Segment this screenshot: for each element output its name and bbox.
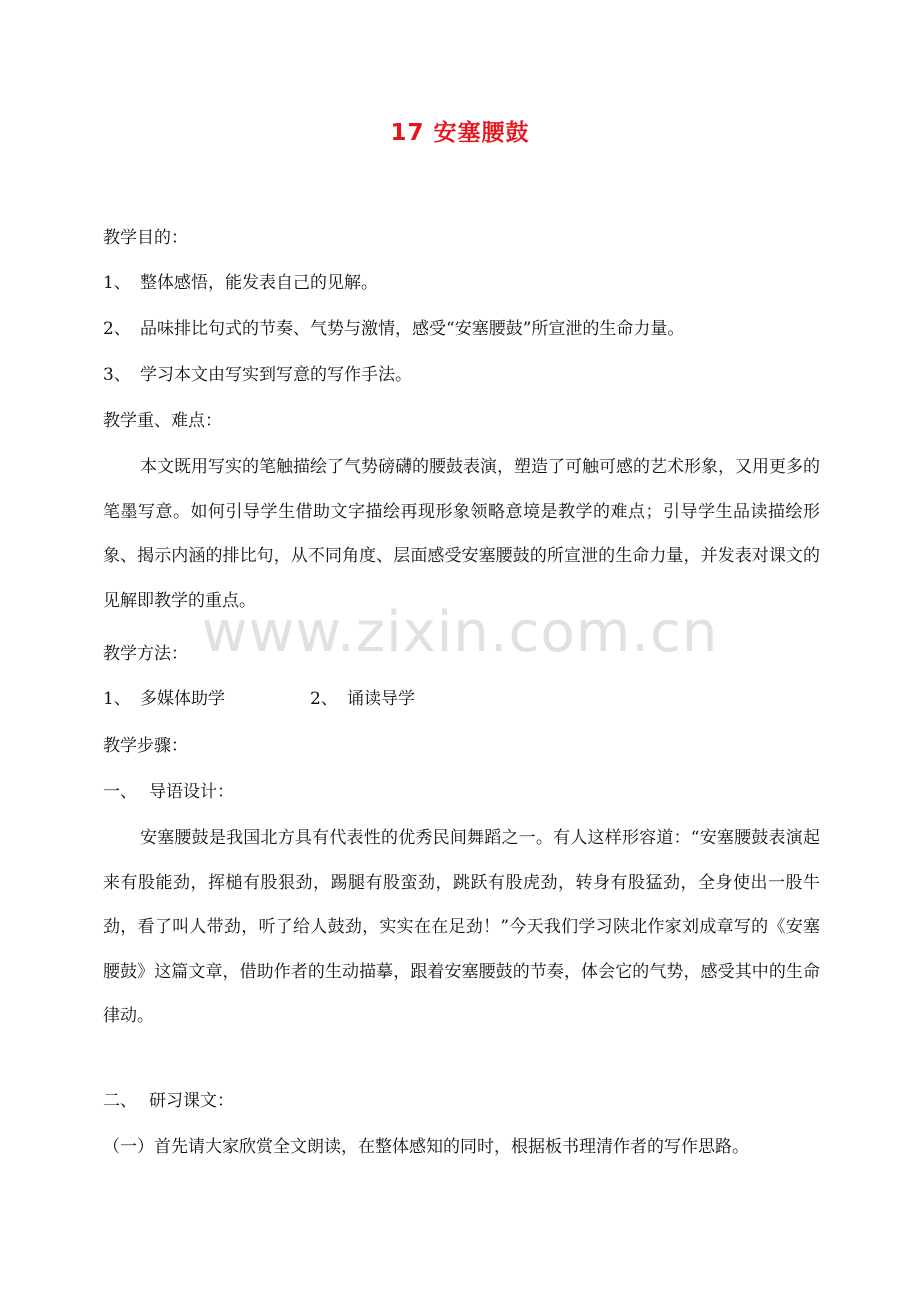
method-text: 多媒体助学 [140, 689, 225, 709]
method-text: 诵读导学 [347, 689, 415, 709]
method-number: 1、 [103, 689, 131, 709]
objectives-heading: 教学目的： [103, 228, 188, 248]
step-heading [103, 1090, 234, 1112]
steps-heading: 教学步骤： [103, 736, 188, 756]
document-title: 17 安塞腰鼓 [390, 120, 530, 146]
objective-item [103, 364, 412, 386]
focus-heading: 教学重、难点： [103, 411, 222, 431]
objective-item [103, 318, 684, 340]
focus-paragraph: 本文既用写实的笔触描绘了气势磅礴的腰鼓表演，塑造了可触可感的艺术形象，又用更多的笔墨写意。如何引导学生借助文字描绘再现形象领略意境是教学的难点；引导学生品读描绘形象、揭示内涵的排比句，从不同角度、层面感受安塞腰鼓的所宣泄的生命力量，并发表对课文的见解即教学的重点。 [103, 457, 820, 611]
methods-heading: 教学方法： [103, 644, 188, 664]
objective-item [103, 272, 378, 294]
step-number: 二、 [103, 1091, 137, 1111]
step-heading [103, 781, 234, 803]
methods-row [103, 688, 415, 710]
step-text: 导语设计： [149, 782, 234, 802]
objective-number: 1、 [103, 273, 131, 293]
intro-paragraph: 安塞腰鼓是我国北方具有代表性的优秀民间舞蹈之一。有人这样形容道：“安塞腰鼓表演起来有股能劲，挥槌有股狠劲，踢腿有股蛮劲，跳跃有股虎劲，转身有股猛劲，全身使出一股牛劲，看了叫人带劲，听了给人鼓劲，实实在在足劲！”今天我们学习陕北作家刘成章写的《安塞腰鼓》这篇文章，借助作者的生动描摹，跟着安塞腰鼓的节奏，体会它的气势，感受其中的生命律动。 [103, 828, 820, 1026]
watermark: www.zixin.com.cn [201, 600, 719, 665]
step-number: 一、 [103, 782, 137, 802]
objective-text: 品味排比句式的节奏、气势与激情，感受“安塞腰鼓”所宣泄的生命力量。 [140, 319, 685, 339]
objective-text: 学习本文由写实到写意的写作手法。 [140, 365, 412, 385]
sub-section-text: （一）首先请大家欣赏全文朗读，在整体感知的同时，根据板书理清作者的写作思路。 [103, 1137, 749, 1157]
method-number: 2、 [310, 689, 338, 709]
step-text: 研习课文： [149, 1091, 234, 1111]
objective-number: 3、 [103, 365, 131, 385]
objective-number: 2、 [103, 319, 131, 339]
objective-text: 整体感悟，能发表自己的见解。 [140, 273, 378, 293]
